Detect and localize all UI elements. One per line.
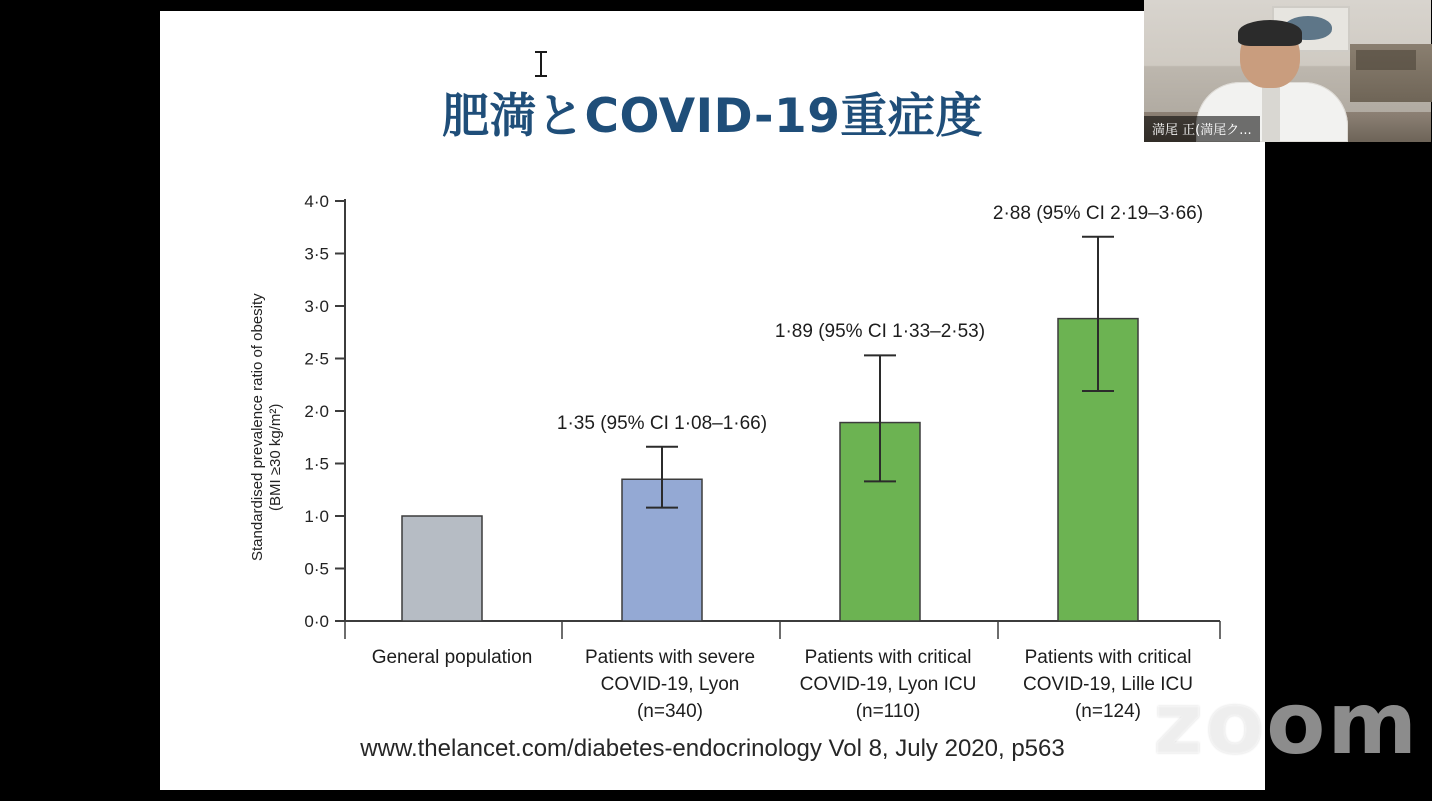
y-tick-label: 4·0	[304, 192, 329, 211]
obesity-prevalence-bar-chart	[230, 181, 1250, 722]
bar-general-population	[402, 516, 482, 621]
y-tick-label: 0·5	[304, 559, 329, 579]
x-label-critical-lyon-line3: (n=110)	[855, 701, 921, 722]
x-label-critical-lille-line2: COVID-19, Lille ICU	[1023, 674, 1193, 695]
x-axis-group-ticks	[345, 621, 1220, 639]
y-tick-label: 3·0	[304, 297, 329, 316]
x-axis-labels	[372, 647, 1193, 722]
y-tick-label: 0·0	[304, 612, 329, 631]
y-axis-title-line1: Standardised prevalence ratio of obesity	[249, 293, 266, 561]
annotation-critical-lyon-icu: 1·89 (95% CI 1·33–2·53)	[774, 321, 986, 342]
participant-name-label: 満尾 正(満尾ク...	[1144, 116, 1260, 142]
y-axis-title-line2: (BMI ≥30 kg/m²)	[267, 403, 284, 511]
x-label-severe-lyon-line1: Patients with severe	[584, 647, 756, 668]
x-label-critical-lyon-line2: COVID-19, Lyon ICU	[799, 674, 977, 695]
error-bars	[646, 237, 1114, 508]
y-tick-label: 2·0	[304, 402, 329, 421]
annotation-critical-lille-icu: 2·88 (95% CI 2·19–3·66)	[992, 203, 1204, 224]
shared-slide	[160, 11, 1265, 790]
y-axis-ticks	[304, 192, 345, 631]
x-label-severe-lyon-line3: (n=340)	[636, 701, 704, 722]
participant-video-tile[interactable]	[1144, 0, 1431, 142]
y-tick-label: 3·5	[304, 244, 329, 264]
zoom-watermark: zoom	[1153, 674, 1419, 774]
y-axis-title	[249, 293, 284, 561]
participant-hair	[1238, 20, 1302, 46]
y-tick-label: 1·0	[304, 507, 329, 526]
slide-title: 肥満とCOVID-19重症度	[442, 89, 983, 144]
y-tick-label: 1·5	[304, 454, 329, 474]
annotation-severe-lyon: 1·35 (95% CI 1·08–1·66)	[556, 413, 768, 434]
x-label-critical-lille-line3: (n=124)	[1074, 701, 1142, 722]
x-label-severe-lyon-line2: COVID-19, Lyon	[600, 674, 740, 695]
bookshelf-decor	[1350, 44, 1432, 102]
bar-series	[402, 319, 1138, 621]
text-cursor-icon	[534, 51, 548, 77]
y-tick-label: 2·5	[304, 349, 329, 369]
x-label-general-population: General population	[371, 647, 533, 668]
slide-source-citation: www.thelancet.com/diabetes-endocrinology Vol 8, July 2020, p563	[360, 735, 1065, 762]
x-label-critical-lyon-line1: Patients with critical	[804, 647, 972, 668]
x-label-critical-lille-line1: Patients with critical	[1024, 647, 1192, 668]
